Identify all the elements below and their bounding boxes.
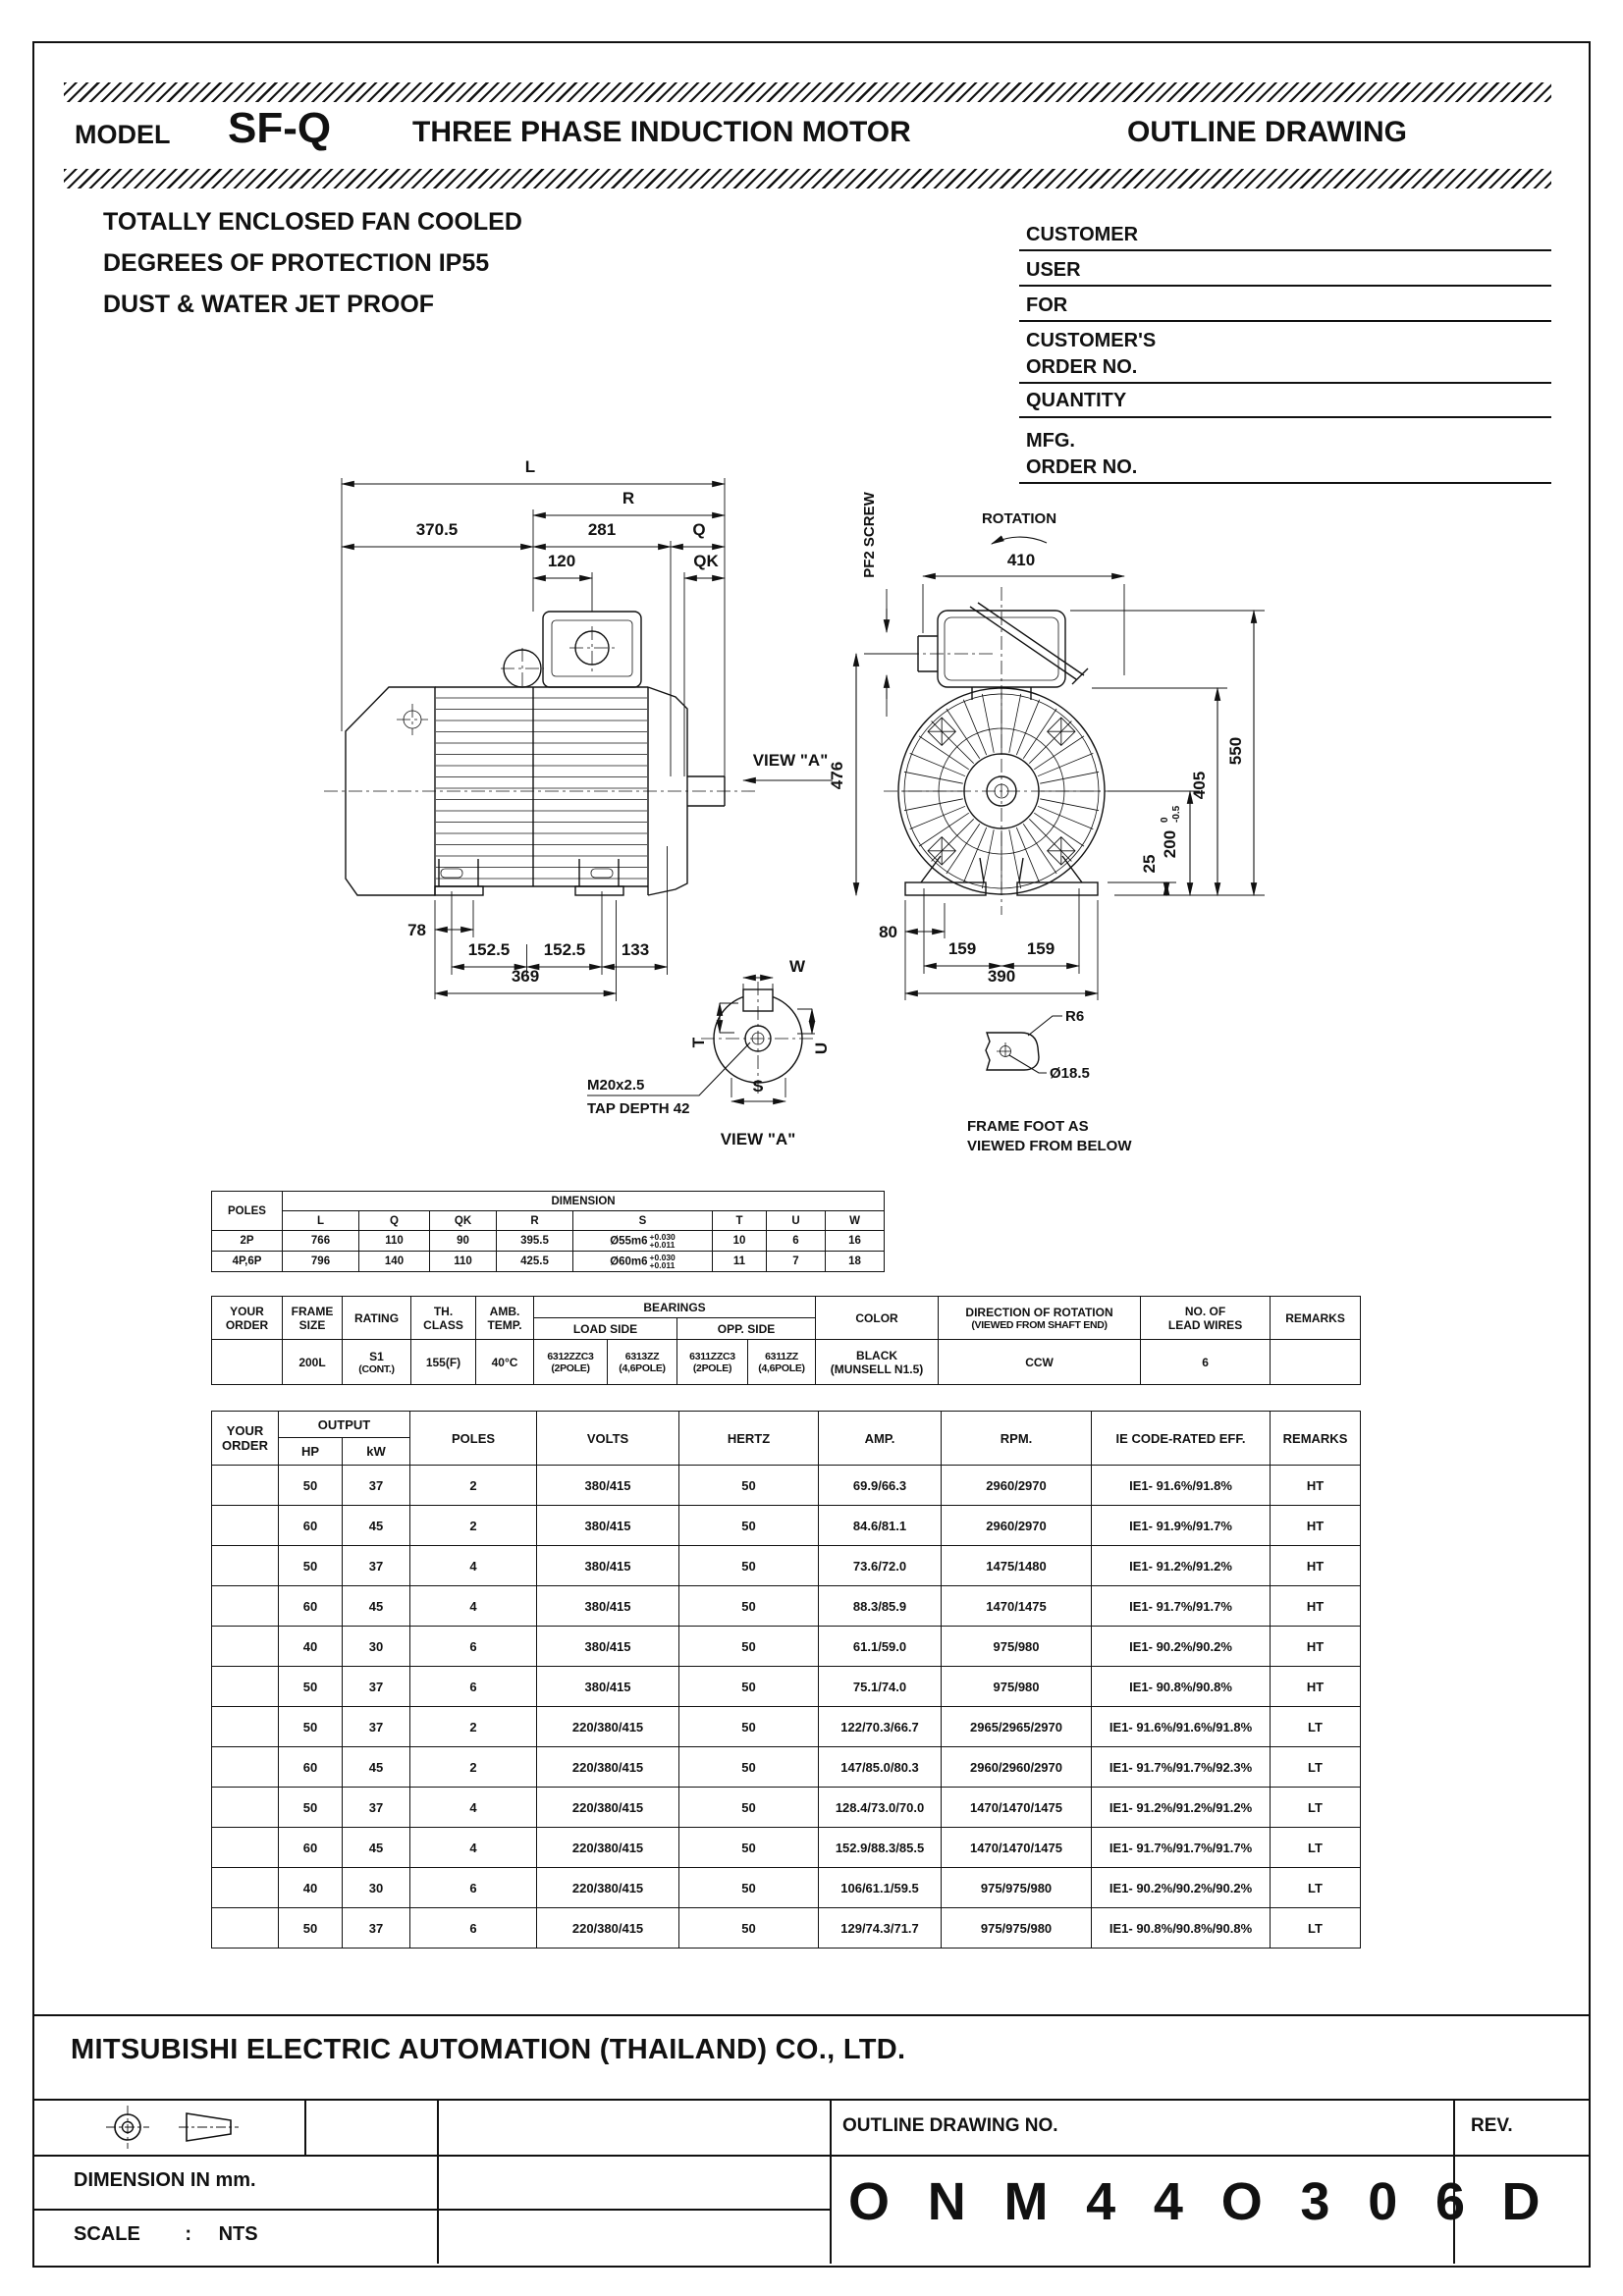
kw-header: kW xyxy=(343,1438,410,1466)
cell-rpm: 975/975/980 xyxy=(942,1868,1092,1908)
cell-hp: 50 xyxy=(279,1788,343,1828)
cell-kw: 37 xyxy=(343,1707,410,1747)
cell-your-order xyxy=(212,1667,279,1707)
customer-label: CUSTOMER xyxy=(1026,224,1139,245)
col-Q: QK xyxy=(430,1211,497,1231)
cell-amb-temp: 40°C xyxy=(476,1340,534,1385)
cell-W: 18 xyxy=(826,1252,885,1272)
dim-label-370-5: 370.5 xyxy=(415,520,459,539)
dim-label-QK: QK xyxy=(693,552,719,570)
col-T: T xyxy=(713,1211,767,1231)
feature-line-1: TOTALLY ENCLOSED FAN COOLED xyxy=(103,208,522,236)
tap-note-line-2: TAP DEPTH 42 xyxy=(587,1100,690,1117)
cell-poles: 4 xyxy=(410,1546,537,1586)
cell-volts: 380/415 xyxy=(537,1506,679,1546)
cell-remarks: LT xyxy=(1271,1707,1361,1747)
cell-rpm: 1470/1470/1475 xyxy=(942,1788,1092,1828)
dim-label-L: L xyxy=(524,457,536,476)
cell-kw: 37 xyxy=(343,1466,410,1506)
cell-eff: IE1- 91.2%/91.2%/91.2% xyxy=(1092,1788,1271,1828)
cell-your-order xyxy=(212,1868,279,1908)
cell-rpm: 1470/1475 xyxy=(942,1586,1092,1627)
cell-kw: 30 xyxy=(343,1868,410,1908)
bearings-header: BEARINGS xyxy=(534,1297,816,1318)
cell-poles: 6 xyxy=(410,1868,537,1908)
cell-kw: 45 xyxy=(343,1586,410,1627)
cell-rpm: 1470/1470/1475 xyxy=(942,1828,1092,1868)
cell-Q: 140 xyxy=(359,1252,430,1272)
cell-color: BLACK (MUNSELL N1.5) xyxy=(816,1340,939,1385)
col-W: W xyxy=(826,1211,885,1231)
cell-eff: IE1- 90.2%/90.2%/90.2% xyxy=(1092,1868,1271,1908)
cell-poles: 2 xyxy=(410,1707,537,1747)
cell-rpm: 2960/2960/2970 xyxy=(942,1747,1092,1788)
titleblock-h1 xyxy=(32,2155,1589,2157)
cell-lead-wires: 6 xyxy=(1141,1340,1271,1385)
scale-note: SCALE : NTS xyxy=(74,2223,258,2245)
foot-r6-label: R6 xyxy=(1065,1008,1085,1025)
cell-hertz: 50 xyxy=(679,1506,819,1546)
cell-remarks: LT xyxy=(1271,1908,1361,1949)
cell-remarks xyxy=(1271,1340,1361,1385)
cell-L: 766 xyxy=(283,1231,359,1252)
cell-hertz: 50 xyxy=(679,1627,819,1667)
cell-volts: 220/380/415 xyxy=(537,1747,679,1788)
cell-T: 10 xyxy=(713,1231,767,1252)
cell-hertz: 50 xyxy=(679,1788,819,1828)
cell-kw: 37 xyxy=(343,1667,410,1707)
cell-S: Ø60m6 +0.030 +0.011 xyxy=(573,1252,713,1272)
dim-label-133: 133 xyxy=(621,940,650,959)
cell-remarks: LT xyxy=(1271,1788,1361,1828)
cell-amp: 88.3/85.9 xyxy=(819,1586,942,1627)
customers-order-label-2: ORDER NO. xyxy=(1026,356,1138,378)
drawing-number-char: 4 xyxy=(1086,2172,1116,2231)
hp-header: HP xyxy=(279,1438,343,1466)
cell-eff: IE1- 91.6%/91.8% xyxy=(1092,1466,1271,1506)
cell-volts: 380/415 xyxy=(537,1546,679,1586)
spec-table xyxy=(211,1296,1361,1385)
rpm-header: RPM. xyxy=(942,1412,1092,1466)
cell-volts: 380/415 xyxy=(537,1466,679,1506)
dim-label-R: R xyxy=(622,489,635,507)
rating-row xyxy=(212,1546,1361,1586)
cell-poles: 4 xyxy=(410,1788,537,1828)
cell-rpm: 975/980 xyxy=(942,1627,1092,1667)
cell-L: 796 xyxy=(283,1252,359,1272)
col-U: U xyxy=(767,1211,826,1231)
load-side-header: LOAD SIDE xyxy=(534,1318,677,1340)
cell-bearing-load-2pole: 6312ZZC3 (2POLE) xyxy=(534,1340,608,1385)
cell-amp: 147/85.0/80.3 xyxy=(819,1747,942,1788)
remarks-header: REMARKS xyxy=(1271,1412,1361,1466)
dim-label-159-b: 159 xyxy=(1026,939,1055,958)
dim-label-W: W xyxy=(788,957,806,976)
cell-your-order xyxy=(212,1466,279,1506)
model-label: MODEL xyxy=(75,120,171,149)
quantity-label: QUANTITY xyxy=(1026,390,1127,411)
volts-header: VOLTS xyxy=(537,1412,679,1466)
mfg-label-2: ORDER NO. xyxy=(1026,456,1138,478)
eff-header: IE CODE-RATED EFF. xyxy=(1092,1412,1271,1466)
frame-foot-detail xyxy=(967,1008,1132,1154)
cell-remarks: HT xyxy=(1271,1546,1361,1586)
cell-volts: 380/415 xyxy=(537,1667,679,1707)
cell-remarks: HT xyxy=(1271,1667,1361,1707)
cell-amp: 61.1/59.0 xyxy=(819,1627,942,1667)
company-name: MITSUBISHI ELECTRIC AUTOMATION (THAILAND) CO., LTD. xyxy=(71,2034,906,2065)
dim-label-S: S xyxy=(752,1077,764,1095)
cell-hp: 40 xyxy=(279,1627,343,1667)
cell-poles: 4 xyxy=(410,1586,537,1627)
cell-your-order xyxy=(212,1340,283,1385)
cell-poles: 6 xyxy=(410,1667,537,1707)
cell-hp: 50 xyxy=(279,1466,343,1506)
dim-label-200-tol xyxy=(1160,805,1182,858)
cell-eff: IE1- 90.2%/90.2% xyxy=(1092,1627,1271,1667)
cell-volts: 220/380/415 xyxy=(537,1908,679,1949)
dim-label-120: 120 xyxy=(547,552,576,570)
projection-symbol-icon xyxy=(59,2101,295,2155)
rating-row xyxy=(212,1828,1361,1868)
cell-eff: IE1- 90.8%/90.8%/90.8% xyxy=(1092,1908,1271,1949)
dim-label-159-a: 159 xyxy=(947,939,977,958)
hertz-header: HERTZ xyxy=(679,1412,819,1466)
cell-Q: 110 xyxy=(359,1231,430,1252)
cell-remarks: HT xyxy=(1271,1586,1361,1627)
th-class-header: TH. CLASS xyxy=(411,1297,476,1340)
cell-your-order xyxy=(212,1586,279,1627)
cell-QK: 90 xyxy=(430,1231,497,1252)
cell-your-order xyxy=(212,1506,279,1546)
cell-rpm: 2960/2970 xyxy=(942,1466,1092,1506)
drawing-number-char: 3 xyxy=(1300,2172,1330,2231)
cell-S: Ø55m6 +0.030 +0.011 xyxy=(573,1231,713,1252)
cell-your-order xyxy=(212,1627,279,1667)
cell-amp: 128.4/73.0/70.0 xyxy=(819,1788,942,1828)
page-subtitle: OUTLINE DRAWING xyxy=(1127,116,1407,148)
dim-label-405: 405 xyxy=(1190,771,1209,800)
dim-row-2p xyxy=(212,1231,885,1252)
cell-hp: 60 xyxy=(279,1586,343,1627)
col-Q: Q xyxy=(359,1211,430,1231)
cell-bearing-opp-2pole: 6311ZZC3 (2POLE) xyxy=(677,1340,748,1385)
rotation-header: DIRECTION OF ROTATION (VIEWED FROM SHAFT END) xyxy=(939,1297,1141,1340)
cell-your-order xyxy=(212,1828,279,1868)
dim-label-78: 78 xyxy=(407,921,426,939)
cell-amp: 75.1/74.0 xyxy=(819,1667,942,1707)
cell-rpm: 1475/1480 xyxy=(942,1546,1092,1586)
cell-amp: 69.9/66.3 xyxy=(819,1466,942,1506)
view-a-pointer-label: VIEW "A" xyxy=(752,751,829,770)
cell-R: 425.5 xyxy=(497,1252,573,1272)
drawing-number-char: O xyxy=(848,2172,891,2231)
page-title: THREE PHASE INDUCTION MOTOR xyxy=(412,116,911,148)
tap-note-line-1: M20x2.5 xyxy=(587,1077,645,1094)
for-label: FOR xyxy=(1026,294,1068,316)
amb-temp-header: AMB. TEMP. xyxy=(476,1297,534,1340)
svg-text:-0.5: -0.5 xyxy=(1171,805,1182,823)
cell-eff: IE1- 91.9%/91.7% xyxy=(1092,1506,1271,1546)
feature-line-3: DUST & WATER JET PROOF xyxy=(103,291,435,318)
cell-amp: 73.6/72.0 xyxy=(819,1546,942,1586)
customers-order-label-1: CUSTOMER'S xyxy=(1026,330,1157,351)
col-L: L xyxy=(283,1211,359,1231)
pf2-screw-label: PF2 SCREW xyxy=(861,492,878,578)
dim-label-U: U xyxy=(812,1041,831,1055)
drawing-number-char: 6 xyxy=(1434,2172,1465,2231)
rating-row xyxy=(212,1667,1361,1707)
cell-rpm: 2960/2970 xyxy=(942,1506,1092,1546)
cell-eff: IE1- 91.2%/91.2% xyxy=(1092,1546,1271,1586)
cell-poles: 2 xyxy=(410,1466,537,1506)
cell-poles: 4 xyxy=(410,1828,537,1868)
cell-U: 6 xyxy=(767,1231,826,1252)
cell-remarks: LT xyxy=(1271,1828,1361,1868)
dim-label-T: T xyxy=(689,1037,708,1048)
cell-hp: 50 xyxy=(279,1707,343,1747)
dim-label-476: 476 xyxy=(828,761,846,790)
col-S: S xyxy=(573,1211,713,1231)
cell-poles: 2 xyxy=(410,1747,537,1788)
cell-remarks: LT xyxy=(1271,1747,1361,1788)
cell-poles: 4P,6P xyxy=(212,1252,283,1272)
cell-bearing-opp-46pole: 6311ZZ (4,6POLE) xyxy=(748,1340,816,1385)
drawing-number-char: 4 xyxy=(1153,2172,1183,2231)
dim-row-4p6p xyxy=(212,1252,885,1272)
cell-amp: 129/74.3/71.7 xyxy=(819,1908,942,1949)
cell-volts: 380/415 xyxy=(537,1586,679,1627)
dim-label-281: 281 xyxy=(587,520,617,539)
cell-kw: 37 xyxy=(343,1788,410,1828)
cell-hertz: 50 xyxy=(679,1707,819,1747)
cell-hertz: 50 xyxy=(679,1546,819,1586)
titleblock-v1 xyxy=(437,2099,439,2264)
cell-your-order xyxy=(212,1546,279,1586)
cell-hp: 50 xyxy=(279,1546,343,1586)
foot-caption-line-1: FRAME FOOT AS xyxy=(967,1118,1089,1135)
cell-eff: IE1- 91.7%/91.7%/92.3% xyxy=(1092,1747,1271,1788)
cell-your-order xyxy=(212,1908,279,1949)
color-header: COLOR xyxy=(816,1297,939,1340)
cell-eff: IE1- 91.7%/91.7% xyxy=(1092,1586,1271,1627)
cell-kw: 37 xyxy=(343,1546,410,1586)
ratings-table xyxy=(211,1411,1361,1949)
cell-volts: 220/380/415 xyxy=(537,1828,679,1868)
cell-bearing-load-46pole: 6313ZZ (4,6POLE) xyxy=(608,1340,677,1385)
svg-text:200: 200 xyxy=(1161,829,1179,859)
rating-row xyxy=(212,1466,1361,1506)
cell-hertz: 50 xyxy=(679,1586,819,1627)
cell-volts: 220/380/415 xyxy=(537,1788,679,1828)
rev-value: D xyxy=(1501,2172,1541,2231)
cell-poles: 2P xyxy=(212,1231,283,1252)
poles-header: POLES xyxy=(212,1192,283,1231)
titleblock-v2 xyxy=(830,2099,832,2264)
svg-text:0: 0 xyxy=(1160,817,1170,823)
cell-W: 16 xyxy=(826,1231,885,1252)
drawing-number-char: 0 xyxy=(1368,2172,1398,2231)
cell-poles: 6 xyxy=(410,1908,537,1949)
dim-label-369: 369 xyxy=(511,967,540,986)
frame-size-header: FRAME SIZE xyxy=(283,1297,343,1340)
front-view xyxy=(828,491,1265,1000)
cell-kw: 45 xyxy=(343,1506,410,1546)
amp-header: AMP. xyxy=(819,1412,942,1466)
drawing-number-char: M xyxy=(1003,2172,1049,2231)
cell-amp: 106/61.1/59.5 xyxy=(819,1868,942,1908)
cell-hertz: 50 xyxy=(679,1868,819,1908)
cell-rpm: 975/980 xyxy=(942,1667,1092,1707)
cell-hp: 50 xyxy=(279,1667,343,1707)
dim-label-152-5-a: 152.5 xyxy=(467,940,511,959)
rating-row xyxy=(212,1627,1361,1667)
dimension-header: DIMENSION xyxy=(283,1192,885,1211)
drawing-number xyxy=(835,2171,1479,2232)
dim-label-152-5-b: 152.5 xyxy=(543,940,586,959)
foot-caption-line-2: VIEWED FROM BELOW xyxy=(967,1138,1132,1154)
side-view xyxy=(324,457,833,1001)
rating-row xyxy=(212,1506,1361,1546)
rating-row xyxy=(212,1707,1361,1747)
cell-hp: 50 xyxy=(279,1908,343,1949)
cell-R: 395.5 xyxy=(497,1231,573,1252)
cell-eff: IE1- 90.8%/90.8% xyxy=(1092,1667,1271,1707)
dim-label-80: 80 xyxy=(879,923,897,941)
cell-rpm: 975/975/980 xyxy=(942,1908,1092,1949)
remarks-header: REMARKS xyxy=(1271,1297,1361,1340)
spec-row xyxy=(212,1340,1361,1385)
cell-rating: S1 (CONT.) xyxy=(343,1340,411,1385)
mfg-label-1: MFG. xyxy=(1026,430,1075,452)
titleblock-v4 xyxy=(304,2099,306,2155)
cell-hertz: 50 xyxy=(679,1747,819,1788)
cell-your-order xyxy=(212,1747,279,1788)
cell-volts: 220/380/415 xyxy=(537,1707,679,1747)
cell-hertz: 50 xyxy=(679,1667,819,1707)
cell-eff: IE1- 91.6%/91.6%/91.8% xyxy=(1092,1707,1271,1747)
output-header: OUTPUT xyxy=(279,1412,410,1438)
dim-label-Q: Q xyxy=(692,520,706,539)
titleblock-h2 xyxy=(32,2209,830,2211)
cell-hp: 60 xyxy=(279,1747,343,1788)
rev-label: REV. xyxy=(1471,2115,1513,2136)
footer-separator xyxy=(32,2014,1589,2016)
cell-remarks: HT xyxy=(1271,1506,1361,1546)
view-a-detail xyxy=(587,957,831,1148)
cell-remarks: LT xyxy=(1271,1868,1361,1908)
rating-header: RATING xyxy=(343,1297,411,1340)
cell-hertz: 50 xyxy=(679,1466,819,1506)
cell-volts: 380/415 xyxy=(537,1627,679,1667)
your-order-header: YOUR ORDER xyxy=(212,1412,279,1466)
rating-row xyxy=(212,1747,1361,1788)
cell-amp: 84.6/81.1 xyxy=(819,1506,942,1546)
dim-label-550: 550 xyxy=(1226,736,1245,766)
cell-remarks: HT xyxy=(1271,1627,1361,1667)
cell-amp: 122/70.3/66.7 xyxy=(819,1707,942,1747)
cell-kw: 37 xyxy=(343,1908,410,1949)
cell-hertz: 50 xyxy=(679,1828,819,1868)
poles-header: POLES xyxy=(410,1412,537,1466)
cell-amp: 152.9/88.3/85.5 xyxy=(819,1828,942,1868)
drawing-number-char: N xyxy=(927,2172,966,2231)
rating-row xyxy=(212,1868,1361,1908)
cell-kw: 45 xyxy=(343,1828,410,1868)
cell-hp: 40 xyxy=(279,1868,343,1908)
opp-side-header: OPP. SIDE xyxy=(677,1318,816,1340)
rating-row xyxy=(212,1908,1361,1949)
cell-QK: 110 xyxy=(430,1252,497,1272)
cell-rpm: 2965/2965/2970 xyxy=(942,1707,1092,1747)
cell-th-class: 155(F) xyxy=(411,1340,476,1385)
foot-dia-label: Ø18.5 xyxy=(1050,1065,1090,1082)
rotation-label: ROTATION xyxy=(981,510,1057,527)
outline-drawing-no-label: OUTLINE DRAWING NO. xyxy=(842,2115,1058,2136)
cell-remarks: HT xyxy=(1271,1466,1361,1506)
dimension-note: DIMENSION IN mm. xyxy=(74,2169,256,2191)
cell-T: 11 xyxy=(713,1252,767,1272)
cell-volts: 220/380/415 xyxy=(537,1868,679,1908)
dimension-table xyxy=(211,1191,885,1272)
cell-your-order xyxy=(212,1707,279,1747)
dim-label-25: 25 xyxy=(1140,854,1159,874)
model-value: SF-Q xyxy=(228,104,332,152)
user-label: USER xyxy=(1026,259,1081,281)
col-R: R xyxy=(497,1211,573,1231)
cell-hp: 60 xyxy=(279,1506,343,1546)
cell-kw: 45 xyxy=(343,1747,410,1788)
rating-row xyxy=(212,1788,1361,1828)
view-a-caption: VIEW "A" xyxy=(720,1130,796,1148)
cell-frame-size: 200L xyxy=(283,1340,343,1385)
feature-line-2: DEGREES OF PROTECTION IP55 xyxy=(103,249,490,277)
drawing-number-char: O xyxy=(1220,2172,1263,2231)
cell-eff: IE1- 91.7%/91.7%/91.7% xyxy=(1092,1828,1271,1868)
lead-wires-header: NO. OF LEAD WIRES xyxy=(1141,1297,1271,1340)
cell-kw: 30 xyxy=(343,1627,410,1667)
dim-label-390: 390 xyxy=(987,967,1016,986)
dim-label-410: 410 xyxy=(1006,551,1036,569)
cell-poles: 6 xyxy=(410,1627,537,1667)
cell-hertz: 50 xyxy=(679,1908,819,1949)
cell-rotation: CCW xyxy=(939,1340,1141,1385)
cell-your-order xyxy=(212,1788,279,1828)
rating-row xyxy=(212,1586,1361,1627)
cell-hp: 60 xyxy=(279,1828,343,1868)
cell-poles: 2 xyxy=(410,1506,537,1546)
cell-U: 7 xyxy=(767,1252,826,1272)
your-order-header: YOUR ORDER xyxy=(212,1297,283,1340)
